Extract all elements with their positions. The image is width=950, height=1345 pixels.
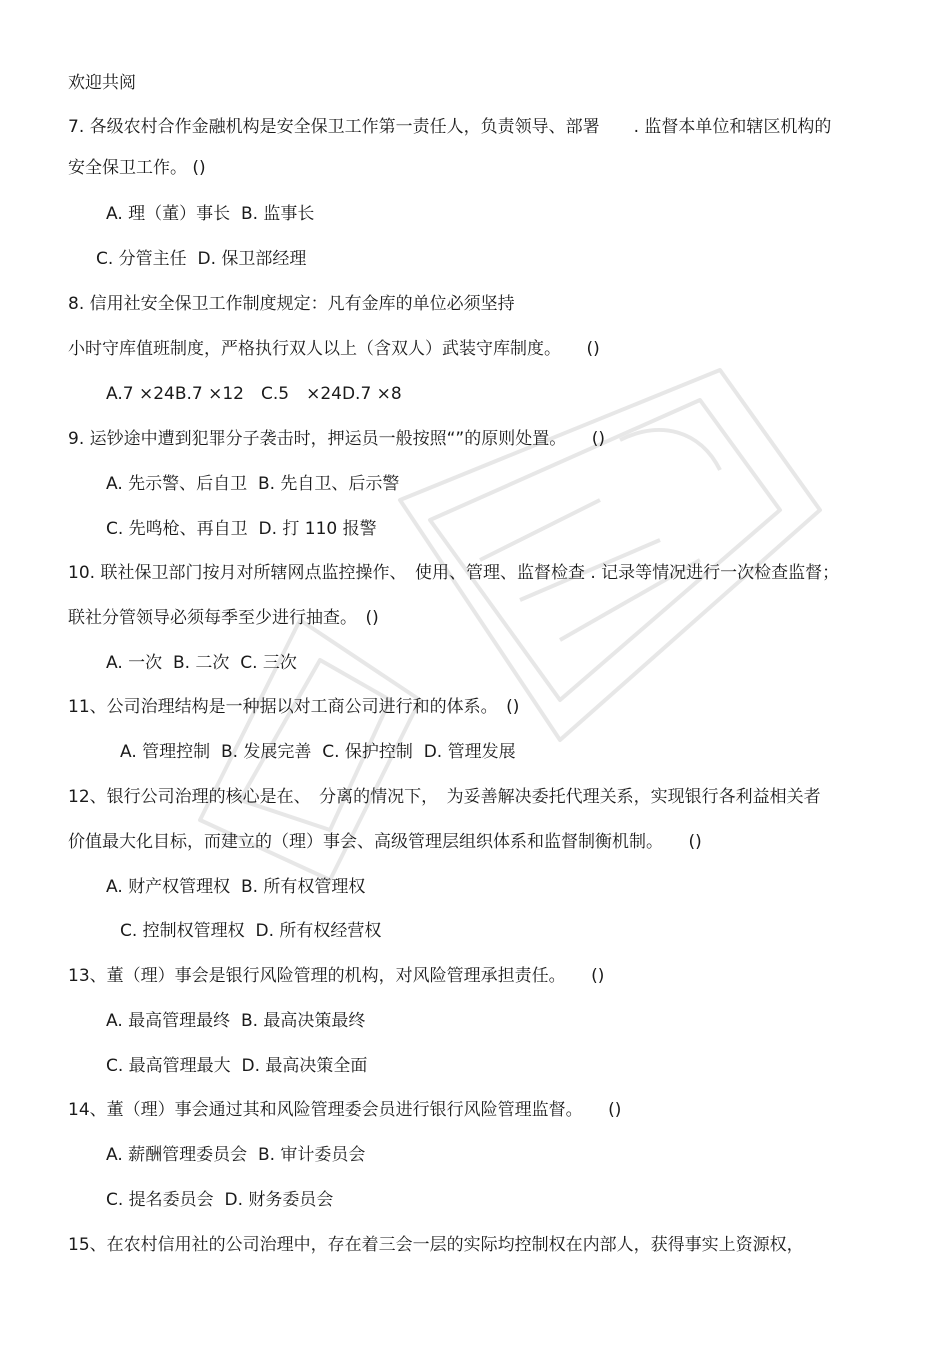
- question-8-options: A.7 ×24B.7 ×12 C.5 ×24D.7 ×8: [106, 384, 402, 404]
- question-10-options: A. 一次 B. 二次 C. 三次: [106, 653, 297, 673]
- question-7-line-2: 安全保卫工作。 (): [68, 158, 206, 178]
- page-header: 欢迎共阅: [68, 73, 136, 93]
- question-9-line-1: 9. 运钞途中遭到犯罪分子袭击时，押运员一般按照“”的原则处置。 (): [68, 429, 606, 449]
- question-9-options-ab: A. 先示警、后自卫 B. 先自卫、后示警: [106, 474, 400, 494]
- question-12-line-2: 价值最大化目标，而建立的（理）事会、高级管理层组织体系和监督制衡机制。 (): [68, 832, 702, 852]
- question-8-line-1: 8. 信用社安全保卫工作制度规定：凡有金库的单位必须坚持: [68, 294, 515, 314]
- question-12-line-1: 12、银行公司治理的核心是在、 分离的情况下， 为妥善解决委托代理关系，实现银行各利益相关者: [68, 787, 821, 807]
- question-9-options-cd: C. 先鸣枪、再自卫 D. 打 110 报警: [106, 519, 377, 539]
- question-14-options-ab: A. 薪酬管理委员会 B. 审计委员会: [106, 1145, 366, 1165]
- question-15-line-1: 15、在农村信用社的公司治理中，存在着三会一层的实际均控制权在内部人，获得事实上资源权，: [68, 1235, 804, 1255]
- question-13-options-cd: C. 最高管理最大 D. 最高决策全面: [106, 1056, 368, 1076]
- question-7-line-1: 7. 各级农村合作金融机构是安全保卫工作第一责任人，负责领导、部署 . 监督本单位和辖区机构的: [68, 117, 832, 137]
- question-14-line-1: 14、董（理）事会通过其和风险管理委会员进行银行风险管理监督。 (): [68, 1100, 622, 1120]
- question-12-options-cd: C. 控制权管理权 D. 所有权经营权: [120, 921, 382, 941]
- question-10-line-1: 10. 联社保卫部门按月对所辖网点监控操作、 使用、管理、监督检查 . 记录等情况进行一次检查监督；: [68, 563, 840, 583]
- question-13-line-1: 13、董（理）事会是银行风险管理的机构，对风险管理承担责任。 (): [68, 966, 605, 986]
- question-13-options-ab: A. 最高管理最终 B. 最高决策最终: [106, 1011, 366, 1031]
- question-7-options-cd: C. 分管主任 D. 保卫部经理: [96, 249, 307, 269]
- question-8-line-2: 小时守库值班制度，严格执行双人以上（含双人）武装守库制度。 (): [68, 339, 600, 359]
- question-10-line-2: 联社分管领导必须每季至少进行抽查。 (): [68, 608, 379, 628]
- question-14-options-cd: C. 提名委员会 D. 财务委员会: [106, 1190, 334, 1210]
- question-7-options-ab: A. 理（董）事长 B. 监事长: [106, 204, 315, 224]
- question-12-options-ab: A. 财产权管理权 B. 所有权管理权: [106, 877, 366, 897]
- question-11-line-1: 11、公司治理结构是一种据以对工商公司进行和的体系。 (): [68, 697, 520, 717]
- question-11-options: A. 管理控制 B. 发展完善 C. 保护控制 D. 管理发展: [120, 742, 516, 762]
